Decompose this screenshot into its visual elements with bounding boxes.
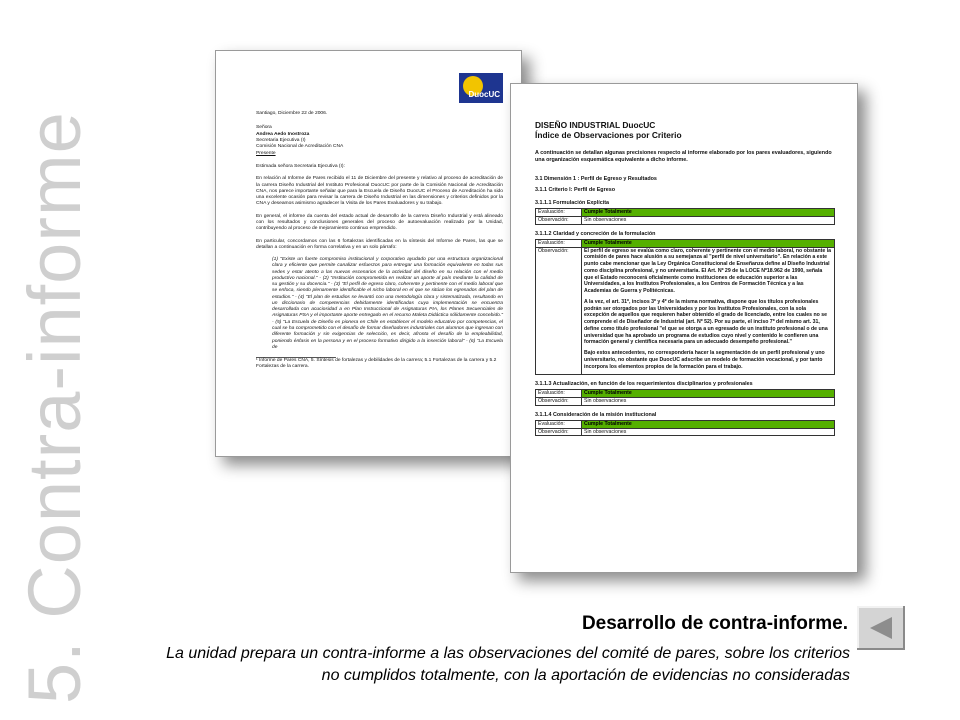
report-criterion: 3.1.1 Criterio I: Perfil de Egreso: [535, 187, 615, 194]
table-row: [536, 398, 835, 406]
table-row: [536, 420, 835, 428]
table-row: [536, 247, 835, 375]
table-cell: Observación:: [536, 216, 582, 224]
report-subsection: 3.1.1.4 Consideración de la misión institucional: [535, 411, 657, 418]
table-cell: Evaluación:: [536, 209, 582, 217]
previous-slide-button[interactable]: [856, 605, 906, 651]
address-line: Secretaria Ejecutiva (I): [256, 138, 306, 144]
table-cell: Cumple Totalmente: [582, 390, 835, 398]
letter-address: [256, 125, 503, 157]
evaluation-table: [535, 239, 835, 376]
report-document: [510, 83, 858, 573]
report-subsection: 3.1.1.2 Claridad y concreción de la formulación: [535, 230, 656, 237]
letter-paragraph: En general, el informe da cuenta del estado actual de desarrollo de la carrera Diseño Industrial y está alineado con los resultados y conclusiones generales del proceso de autoevaluación realizado por la Unidad, contribuyendo al proceso de mejoramiento continuo emprendido.: [256, 213, 503, 232]
table-row: [536, 428, 835, 436]
table-cell: Observación:: [536, 247, 582, 375]
letter-date: Santiago, Diciembre 22 de 2006.: [256, 111, 328, 116]
address-line: Señora: [256, 125, 272, 131]
table-row: [536, 390, 835, 398]
duocuc-logo: [459, 73, 503, 103]
evaluation-table: [535, 389, 835, 406]
table-cell: Sin observaciones: [582, 428, 835, 436]
table-cell: Observación:: [536, 398, 582, 406]
caption-title: Desarrollo de contra-informe.: [581, 613, 848, 634]
section-title: 5. Contra-informe: [13, 111, 96, 704]
table-cell: Observación:: [536, 428, 582, 436]
table-cell: Cumple Totalmente: [582, 420, 835, 428]
address-line: Comisión Nacional de Acreditación CNA: [256, 144, 344, 150]
report-dimension: 3.1 Dimensión 1 : Perfil de Egreso y Resultados: [535, 176, 657, 183]
observation-paragraph: A la vez, el art. 31º, incisos 3º y 4º de la misma normativa, dispone que los títulos profesionales podrán ser otorgados por las Universidades y por los Institutos Profesionales, con la sola excepción de aquellos que requieren haber obtenido el grado de licenciado, entre los cuales no se comprende el de Diseñador de Industrial (art. Nº 52). Por su parte, el inciso 7º del mismo art. 31, define como título profesional "el que se otorga a un egresado de un instituto profesional o de una universidad que ha aprobado un programa de estudios cuyo nivel y contenido le confieren una formación general y científica necesaria para un adecuado desempeño profesional.": [584, 298, 828, 346]
address-line: Presente: [256, 150, 276, 156]
table-cell: Cumple Totalmente: [582, 239, 835, 247]
table-cell: Cumple Totalmente: [582, 209, 835, 217]
table-row: [536, 209, 835, 217]
logo-text: DuocUC: [468, 89, 500, 99]
address-line: Andrea Aedo Inostroza: [256, 131, 310, 137]
evaluation-table: [535, 208, 835, 225]
table-cell: Evaluación:: [536, 390, 582, 398]
report-title: DISEÑO INDUSTRIAL DuocUC: [535, 120, 656, 130]
table-cell: [582, 247, 835, 375]
letter-quote: (1) "Existe un fuerte compromiso institucional y corporativo ayudado por una estructura organizacional clara y eficiente que permite canalizar esfuerzos para entregar una formación equivalente en todas sus sedes y estar atento a las nuevas escenarios de la actividad del diseño en su relación con el medio productivo nacional." - (2) "Institución comprometida en realizar un aporte al país mediante la calidad de su gestión y su docencia." - (3) "El perfil de egreso claro, coherente y pertinente con el medio laboral que se enfoca, siendo plenamente identificable el nicho laboral en el que se sitúan los egresados del plan de estudios." - (4) "El plan de estudios se levantó con una metodología clara y sistematizada, resultando en un diccionario de competencias debidamente identificadas cuya implementación se encuentra desarrollada con acuciosidad a en Plan Instruccional de Asignaturas PIA, los Planes Secuenciales de Asignaturas PSA y el importante aporte entregado en el recurso Maleta Didáctica sólidamente concebido." - (5) "La Escuela de Diseño es pionera en Chile en establecer el modelo educativo por competencias, el cual se ha comprometido con el desafío de formar diseñadores industriales con alumnos que ingresan con diferente formación y sin exigencias de selección, es decir, afronta el desafío de la empleabilidad, poniendo énfasis en la persona y en el proceso formativo dirigido a la inserción laboral" - (6) "La Escuela de: [272, 257, 503, 350]
report-subsection: 3.1.1.1 Formulación Explícita: [535, 200, 609, 207]
evaluation-table: [535, 420, 835, 437]
letter-document: [215, 50, 522, 457]
left-arrow-icon: [870, 617, 892, 639]
table-cell: Sin observaciones: [582, 398, 835, 406]
observation-paragraph: El perfil de egreso se evalúa como claro, coherente y pertinente con el medio laboral, no obstante la comisión de pares hace alusión a su semejanza al "perfil de nivel universitario". En relación a este punto cabe mencionar que la Ley Orgánica Constitucional de Enseñanza define al Diseño Industrial como disciplina profesional, y no universitaria. El Art. Nº 29 de la LOCE Nº18.962 de 1990, señala que el Estado reconocerá oficialmente como instituciones de educación superior a las Universidades, a los Institutos Profesionales, a los Centros de Formación Técnica y a las Academias de Guerra y Politécnicas.: [584, 247, 832, 294]
report-subsection: 3.1.1.3 Actualización, en función de los requerimientos disciplinarios y profesionales: [535, 381, 753, 388]
observation-paragraph: Bajo estos antecedentes, no correspondería hacer la segmentación de un perfil profesional y uno universitario, no obstante que DuocUC adscribe un modelo de formación vocacional, y por tanto incorpora los elementos propios de la formación para el trabajo.: [584, 350, 825, 370]
report-subtitle: Índice de Observaciones por Criterio: [535, 130, 682, 141]
letter-salutation: Estimada señora Secretaria Ejecutiva (I):: [256, 164, 345, 170]
letter-paragraph: En particular, concordamos con las 6 fortalezas identificadas en la síntesis del Informe de Pares, las que se detallan a continuación en forma correlativa y en un solo párrafo:: [256, 238, 503, 250]
table-cell: Sin observaciones: [582, 216, 835, 224]
letter-footnote: ¹ Informe de Pares CNA, 5. Síntesis de fortalezas y debilidades de la carrera; 5.1 Fortalezas de la carrera y 5.2 Fortalezas de la carrera.: [256, 358, 497, 370]
table-cell: Evaluación:: [536, 239, 582, 247]
caption-body: La unidad prepara un contra-informe a las observaciones del comité de pares, sobre los criterios no cumplidos totalmente, con la aportación de evidencias no consideradas: [166, 645, 850, 684]
report-intro: A continuación se detallan algunas precisiones respecto al informe elaborado por los pares evaluadores, siguiendo una organización esquemática equivalente a dicho informe.: [535, 150, 832, 164]
table-row: [536, 216, 835, 224]
table-row: [536, 239, 835, 247]
letter-paragraph: En relación al Informe de Pares recibido el 11 de Diciembre del presente y relativo al proceso de acreditación de la carrera Diseño Industrial del Instituto Profesional DuocUC por parte de la Comisión Nacional de Acreditación CNA, nos parece importante señalar que para la Escuela de Diseño DuocUC el Proceso de Acreditación ha sido una excelente ocasión para revisar la carrera de Diseño Industrial en las dimensiones y criterios definidos por la CNA y deseamos asimismo agradecer la Visita de los Pares Evaluadores y su trabajo.: [256, 176, 503, 207]
table-cell: Evaluación:: [536, 420, 582, 428]
